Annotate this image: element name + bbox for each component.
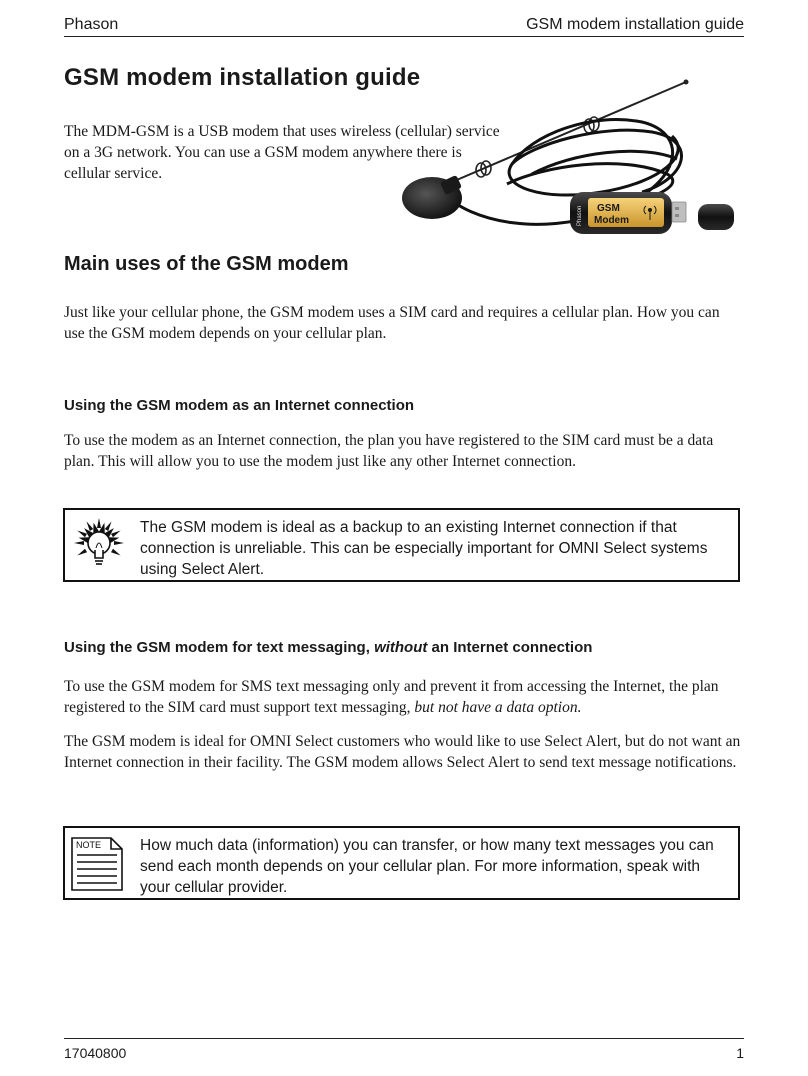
running-header	[64, 14, 744, 37]
footer-page-number: 1	[736, 1045, 744, 1061]
section-heading-internet: Using the GSM modem as an Internet connection	[64, 397, 415, 414]
sms-paragraph-1: To use the GSM modem for SMS text messaging only and prevent it from accessing the Internet, the plan registered to the SIM card must support text messaging, but not have a data option.	[64, 678, 719, 716]
lightbulb-icon	[71, 518, 127, 576]
main-uses-paragraph: Just like your cellular phone, the GSM modem uses a SIM card and requires a cellular plan. How you can use the GSM modem depends on your cellular plan.	[64, 304, 720, 342]
header-doc-name: GSM modem installation guide	[526, 16, 744, 33]
section-heading-sms: Using the GSM modem for text messaging, without an Internet connection	[64, 639, 593, 656]
note-icon	[71, 837, 123, 891]
note-callout	[63, 826, 740, 900]
tip-text: The GSM modem is ideal as a backup to an existing Internet connection if that connection is unreliable. This can be especially important for OMNI Select systems using Select Alert.	[140, 519, 708, 578]
photo-label-line2: Modem	[594, 215, 629, 226]
section-heading-sms-emphasis: without	[374, 639, 428, 656]
running-footer	[64, 1038, 744, 1063]
sms-paragraph-1-emphasis: but not have a data option.	[414, 699, 582, 716]
header-brand: Phason	[64, 16, 119, 33]
tip-callout	[63, 508, 740, 582]
footer-doc-number: 17040800	[64, 1045, 127, 1061]
page-title: GSM modem installation guide	[64, 64, 421, 91]
note-text: How much data (information) you can transfer, or how many text messages you can send each month depends on your cellular plan. For more information, speak with your cellular provider.	[140, 837, 714, 896]
note-icon-label: NOTE	[76, 840, 102, 850]
internet-paragraph: To use the modem as an Internet connection, the plan you have registered to the SIM card must be a data plan. This will allow you to use the modem just like any other Internet connection.	[64, 432, 714, 470]
photo-label-line1: GSM	[597, 203, 620, 214]
section-heading-main-uses: Main uses of the GSM modem	[64, 253, 349, 275]
gsm-modem-photo	[392, 74, 748, 250]
photo-brand-text: Phason	[577, 205, 583, 226]
intro-paragraph: The MDM-GSM is a USB modem that uses wireless (cellular) service on a 3G network. You can use a GSM modem anywhere there is cellular service.	[64, 123, 500, 182]
sms-paragraph-2: The GSM modem is ideal for OMNI Select customers who would like to use Select Alert, but do not want an Internet connection in their facility. The GSM modem allows Select Alert to send text message notifications.	[64, 733, 741, 771]
